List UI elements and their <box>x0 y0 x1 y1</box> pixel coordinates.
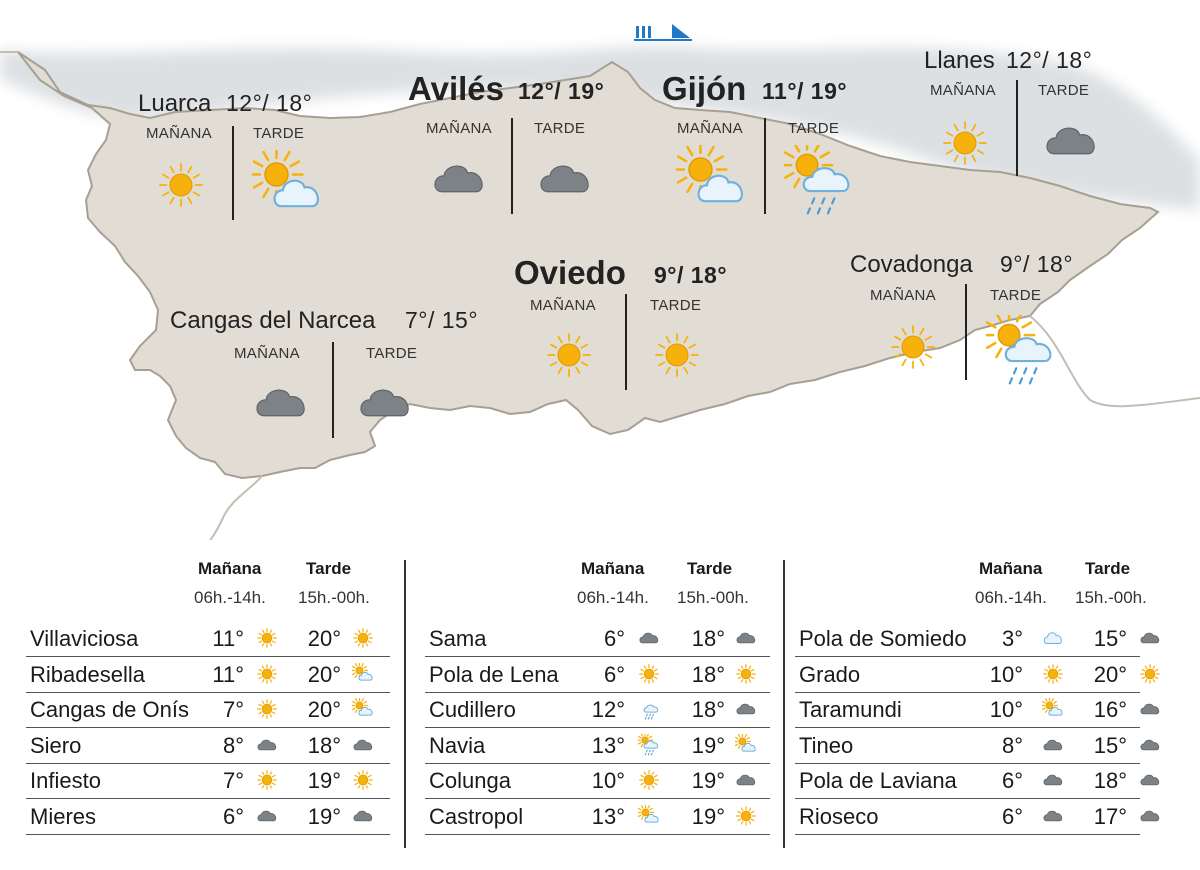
divider <box>965 284 967 380</box>
morning-temp: 10° <box>591 768 625 793</box>
sun-icon <box>156 160 206 215</box>
afternoon-label: TARDE <box>1038 82 1090 99</box>
morning-temp: 11° <box>212 626 244 651</box>
sun-cloud-icon <box>676 145 748 222</box>
morning-label: MAÑANA <box>530 297 596 314</box>
town-name: Siero <box>30 732 82 758</box>
table-row <box>26 763 390 799</box>
morning-temp: 13° <box>591 803 625 829</box>
sun-cloud-icon <box>1042 698 1064 725</box>
afternoon-temp: 18° <box>691 697 725 722</box>
city-name: Oviedo <box>514 254 626 291</box>
sun-rain-icon <box>638 734 660 761</box>
cloud-icon <box>352 734 374 761</box>
town-name: Pola de Lena <box>429 661 559 687</box>
sun-rain-icon <box>784 145 856 222</box>
sun-icon <box>256 698 278 725</box>
morning-temp: 6° <box>603 626 625 651</box>
town-name: Mieres <box>30 803 97 829</box>
cloud-icon <box>430 150 488 213</box>
sun-cloud-icon <box>252 150 324 227</box>
table-row <box>26 621 390 657</box>
table-row <box>795 763 1140 799</box>
town-name: Infiesto <box>30 768 101 793</box>
table-row <box>26 657 390 693</box>
afternoon-label: TARDE <box>788 120 840 137</box>
cloud-icon <box>1139 769 1161 796</box>
morning-temp: 8° <box>1001 732 1023 758</box>
table-row <box>425 728 770 764</box>
town-name: Ribadesella <box>30 661 145 687</box>
divider <box>511 118 513 214</box>
header-afternoon: Tarde <box>306 559 352 578</box>
afternoon-label: TARDE <box>990 287 1042 304</box>
city-temps: 12°/ 18° <box>226 90 313 116</box>
afternoon-temp: 18° <box>307 732 341 758</box>
afternoon-temp: 15° <box>1093 626 1127 651</box>
city-temps: 12°/ 19° <box>518 78 605 104</box>
cloud-outline-icon <box>1042 627 1064 654</box>
divider <box>332 342 334 438</box>
town-name: Grado <box>799 661 861 687</box>
header-morning-hours: 06h.-14h. <box>194 588 266 607</box>
table-row <box>425 657 770 693</box>
afternoon-temp: 17° <box>1093 803 1127 829</box>
cloud-icon <box>735 769 757 796</box>
afternoon-temp: 18° <box>691 626 725 651</box>
cloud-icon <box>256 734 278 761</box>
morning-temp: 3° <box>1001 626 1023 651</box>
afternoon-temp: 18° <box>1093 768 1127 793</box>
sun-icon <box>352 627 374 654</box>
cloud-icon <box>735 698 757 725</box>
afternoon-label: TARDE <box>534 120 586 137</box>
city-name: Covadonga <box>850 251 973 278</box>
header-morning-hours: 06h.-14h. <box>577 588 649 607</box>
morning-temp: 11° <box>212 661 244 687</box>
divider <box>764 118 766 214</box>
cloud-icon <box>256 805 278 832</box>
forecast-table-1 <box>26 555 390 855</box>
town-name: Pola de Somiedo <box>799 626 967 651</box>
table-row <box>425 621 770 657</box>
morning-temp: 10° <box>989 697 1023 722</box>
town-name: Colunga <box>429 768 511 793</box>
city-name: Avilés <box>408 70 505 107</box>
cloud-icon <box>1139 805 1161 832</box>
afternoon-temp: 20° <box>1093 661 1127 687</box>
morning-temp: 7° <box>222 697 244 722</box>
header-morning: Mañana <box>581 559 645 578</box>
cloud-icon <box>1139 627 1161 654</box>
afternoon-temp: 20° <box>307 626 341 651</box>
city-temps: 7°/ 15° <box>405 307 479 333</box>
table-row <box>795 799 1140 835</box>
morning-temp: 6° <box>1001 768 1023 793</box>
sun-icon <box>940 118 990 173</box>
cloud-icon <box>1139 698 1161 725</box>
cloud-icon <box>1042 112 1100 175</box>
afternoon-label: TARDE <box>253 125 305 142</box>
afternoon-label: TARDE <box>650 297 702 314</box>
forecast-table-2 <box>425 555 770 855</box>
header-morning: Mañana <box>979 559 1043 578</box>
table-row <box>425 799 770 835</box>
sun-icon <box>256 627 278 654</box>
afternoon-temp: 16° <box>1093 697 1127 722</box>
morning-label: MAÑANA <box>146 125 212 142</box>
table-row <box>425 692 770 728</box>
rain-icon <box>638 698 660 725</box>
town-name: Cudillero <box>429 697 516 722</box>
sun-icon <box>352 769 374 796</box>
header-morning-hours: 06h.-14h. <box>975 588 1047 607</box>
cloud-icon <box>1042 805 1064 832</box>
morning-temp: 8° <box>222 732 244 758</box>
sun-icon <box>256 663 278 690</box>
divider <box>625 294 627 390</box>
city-name: Luarca <box>138 90 212 117</box>
sun-icon <box>888 322 938 377</box>
town-name: Rioseco <box>799 803 879 829</box>
morning-label: MAÑANA <box>234 345 300 362</box>
column-separator <box>783 560 785 848</box>
town-name: Navia <box>429 732 486 758</box>
table-row <box>26 728 390 764</box>
town-name: Taramundi <box>799 697 902 722</box>
sun-icon <box>256 769 278 796</box>
morning-temp: 6° <box>603 661 625 687</box>
sun-icon <box>638 663 660 690</box>
city-temps: 9°/ 18° <box>654 262 728 288</box>
cloud-icon <box>1139 734 1161 761</box>
town-name: Sama <box>429 626 487 651</box>
afternoon-temp: 15° <box>1093 732 1127 758</box>
city-name: Gijón <box>662 70 747 107</box>
morning-label: MAÑANA <box>677 120 743 137</box>
morning-label: MAÑANA <box>426 120 492 137</box>
sun-icon <box>652 330 702 385</box>
morning-temp: 6° <box>222 803 244 829</box>
table-row <box>26 692 390 728</box>
header-afternoon: Tarde <box>1085 559 1131 578</box>
afternoon-temp: 18° <box>691 661 725 687</box>
forecast-table-3 <box>795 555 1147 855</box>
cloud-icon <box>252 374 310 437</box>
cloud-icon <box>638 627 660 654</box>
town-name: Villaviciosa <box>30 626 139 651</box>
afternoon-temp: 20° <box>307 697 341 722</box>
sun-icon <box>1042 663 1064 690</box>
table-row <box>26 799 390 835</box>
weather-service-logo <box>632 22 694 49</box>
afternoon-temp: 19° <box>307 768 341 793</box>
morning-temp: 12° <box>591 697 625 722</box>
header-afternoon-hours: 15h.-00h. <box>1075 588 1147 607</box>
cloud-icon <box>356 374 414 437</box>
morning-temp: 6° <box>1001 803 1023 829</box>
header-afternoon: Tarde <box>687 559 733 578</box>
sun-cloud-icon <box>352 698 374 725</box>
city-temps: 12°/ 18° <box>1006 47 1093 73</box>
afternoon-temp: 19° <box>691 768 725 793</box>
sun-rain-icon <box>986 315 1058 392</box>
cloud-icon <box>735 627 757 654</box>
header-morning: Mañana <box>198 559 262 578</box>
afternoon-temp: 19° <box>307 803 341 829</box>
header-afternoon-hours: 15h.-00h. <box>677 588 749 607</box>
afternoon-temp: 20° <box>307 661 341 687</box>
morning-temp: 10° <box>989 661 1023 687</box>
sun-icon <box>638 769 660 796</box>
sun-icon <box>1139 663 1161 690</box>
afternoon-label: TARDE <box>366 345 418 362</box>
town-name: Cangas de Onís <box>30 697 189 722</box>
sun-icon <box>544 330 594 385</box>
town-name: Castropol <box>429 803 524 829</box>
afternoon-temp: 19° <box>691 803 725 829</box>
table-row <box>795 621 1140 657</box>
sun-icon <box>735 663 757 690</box>
cloud-icon <box>536 150 594 213</box>
morning-temp: 13° <box>591 732 625 758</box>
table-row <box>425 763 770 799</box>
cloud-icon <box>352 805 374 832</box>
divider <box>1016 80 1018 176</box>
city-name: Cangas del Narcea <box>170 307 376 334</box>
divider <box>232 126 234 220</box>
sun-cloud-icon <box>638 805 660 832</box>
city-temps: 11°/ 19° <box>762 78 848 104</box>
cloud-icon <box>1042 734 1064 761</box>
town-name: Pola de Laviana <box>799 768 957 793</box>
table-row <box>795 692 1140 728</box>
morning-label: MAÑANA <box>930 82 996 99</box>
afternoon-temp: 19° <box>691 732 725 758</box>
sun-cloud-icon <box>352 663 374 690</box>
cloud-icon <box>1042 769 1064 796</box>
morning-temp: 7° <box>222 768 244 793</box>
sun-cloud-icon <box>735 734 757 761</box>
city-name: Llanes <box>924 47 995 74</box>
table-row <box>795 728 1140 764</box>
morning-label: MAÑANA <box>870 287 936 304</box>
column-separator <box>404 560 406 848</box>
sun-icon <box>735 805 757 832</box>
town-name: Tineo <box>799 732 854 758</box>
header-afternoon-hours: 15h.-00h. <box>298 588 370 607</box>
city-temps: 9°/ 18° <box>1000 251 1074 277</box>
table-row <box>795 657 1140 693</box>
